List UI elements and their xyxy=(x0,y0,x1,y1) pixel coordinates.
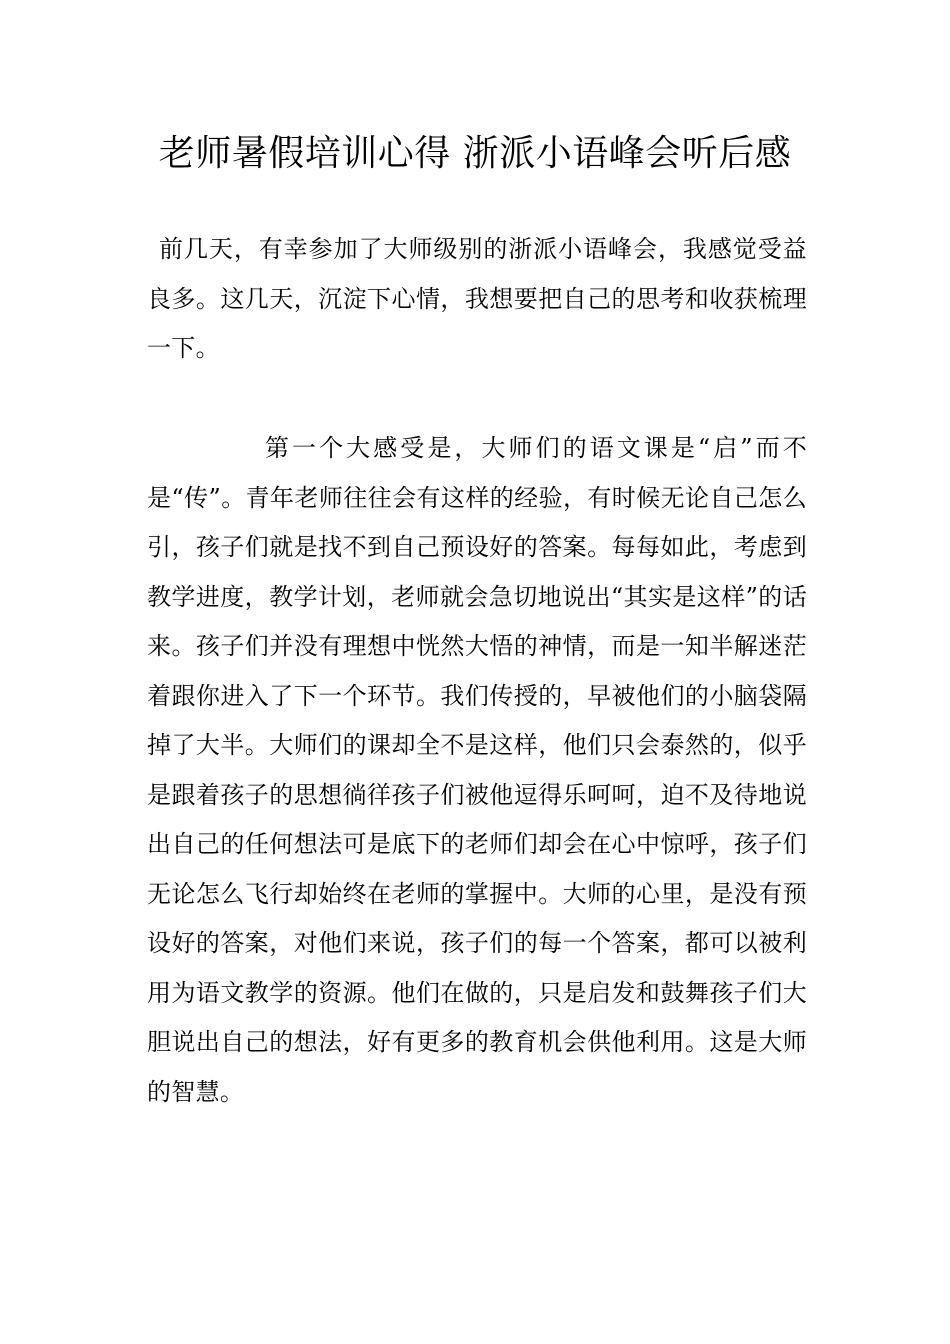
paragraph-first-impression: 第一个大感受是，大师们的语文课是“启”而不是“传”。青年老师往往会有这样的经验，有时候无论自己怎么引，孩子们就是找不到自己预设好的答案。每每如此，考虑到教学进度，教学计划，老师就会急切地说出“其实是这样”的话来。孩子们并没有理想中恍然大悟的神情，而是一知半解迷茫着跟你进入了下一个环节。我们传授的，早被他们的小脑袋隔掉了大半。大师们的课却全不是这样，他们只会泰然的，似乎是跟着孩子的思想徜徉孩子们被他逗得乐呵呵，迫不及待地说出自己的任何想法可是底下的老师们却会在心中惊呼，孩子们无论怎么飞行却始终在老师的掌握中。大师的心里，是没有预设好的答案，对他们来说，孩子们的每一个答案，都可以被利用为语文教学的资源。他们在做的，只是启发和鼓舞孩子们大胆说出自己的想法，好有更多的教育机会供他利用。这是大师的智慧。 xyxy=(147,434,807,1106)
document-title: 老师暑假培训心得 浙派小语峰会听后感 xyxy=(158,133,792,174)
paragraph-intro: 前几天，有幸参加了大师级别的浙派小语峰会，我感觉受益良多。这几天，沉淀下心情，我想要把自己的思考和收获梳理一下。 xyxy=(147,235,807,362)
